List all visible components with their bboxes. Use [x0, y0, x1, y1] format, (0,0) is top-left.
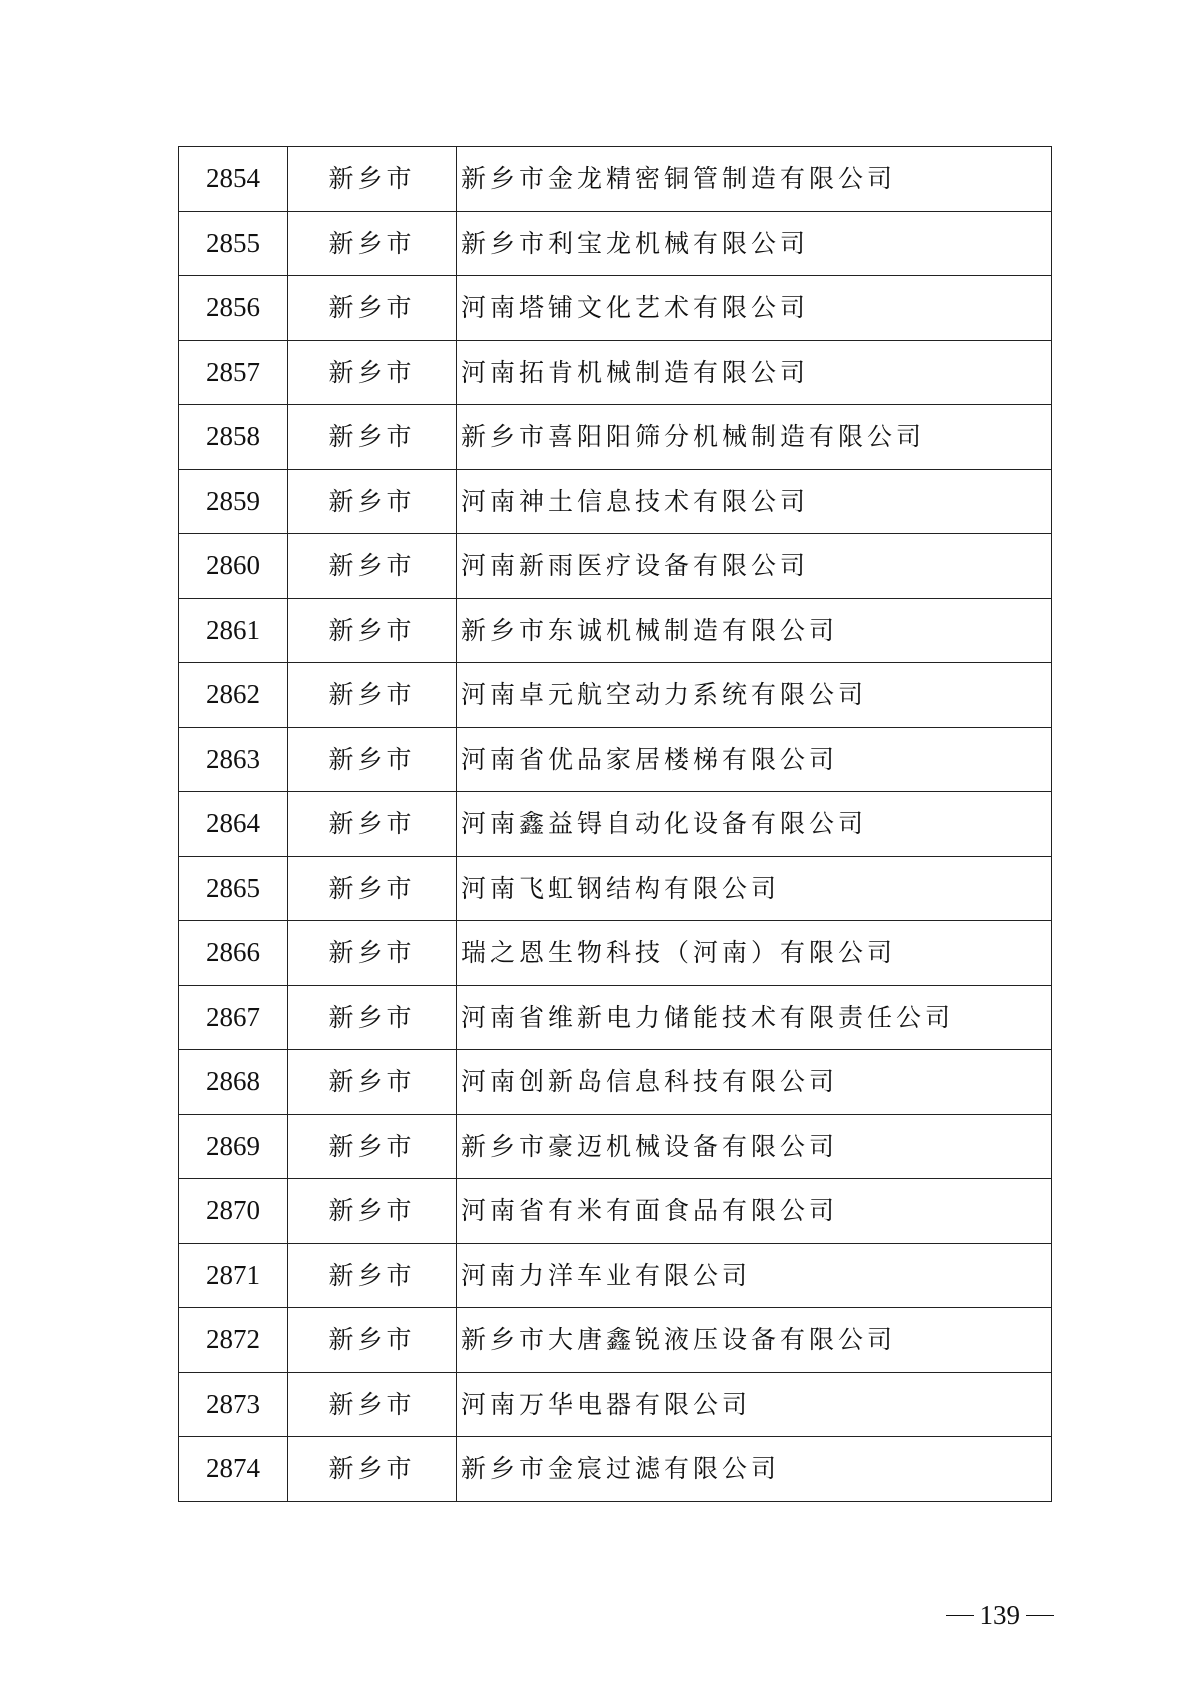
table-row: [179, 727, 1052, 792]
table-row: [179, 792, 1052, 857]
city-cell: 新乡市: [288, 921, 457, 986]
company-name-cell: 河南省优品家居楼梯有限公司: [457, 727, 1052, 792]
company-name-cell: 新乡市豪迈机械设备有限公司: [457, 1114, 1052, 1179]
table-row: [179, 1179, 1052, 1244]
company-name-cell: 河南力洋车业有限公司: [457, 1243, 1052, 1308]
company-name-cell: 河南神土信息技术有限公司: [457, 469, 1052, 534]
table-row: [179, 1243, 1052, 1308]
row-number-cell: 2859: [179, 469, 288, 534]
row-number-cell: 2873: [179, 1372, 288, 1437]
table-row: [179, 340, 1052, 405]
city-cell: 新乡市: [288, 792, 457, 857]
city-cell: 新乡市: [288, 598, 457, 663]
city-cell: 新乡市: [288, 147, 457, 212]
company-list-table: [178, 146, 1052, 1502]
table-row: [179, 405, 1052, 470]
city-cell: 新乡市: [288, 663, 457, 728]
table-row: [179, 598, 1052, 663]
city-cell: 新乡市: [288, 1308, 457, 1373]
city-cell: 新乡市: [288, 469, 457, 534]
company-name-cell: 新乡市金宸过滤有限公司: [457, 1437, 1052, 1502]
company-name-cell: 河南塔铺文化艺术有限公司: [457, 276, 1052, 341]
company-name-cell: 河南新雨医疗设备有限公司: [457, 534, 1052, 599]
city-cell: 新乡市: [288, 211, 457, 276]
row-number-cell: 2871: [179, 1243, 288, 1308]
row-number-cell: 2866: [179, 921, 288, 986]
company-name-cell: 新乡市东诚机械制造有限公司: [457, 598, 1052, 663]
company-name-cell: 河南万华电器有限公司: [457, 1372, 1052, 1437]
row-number-cell: 2856: [179, 276, 288, 341]
company-name-cell: 新乡市大唐鑫锐液压设备有限公司: [457, 1308, 1052, 1373]
company-name-cell: 河南省维新电力储能技术有限责任公司: [457, 985, 1052, 1050]
city-cell: 新乡市: [288, 1243, 457, 1308]
table-row: [179, 211, 1052, 276]
row-number-cell: 2855: [179, 211, 288, 276]
table-row: [179, 663, 1052, 728]
table-row: [179, 469, 1052, 534]
city-cell: 新乡市: [288, 1437, 457, 1502]
table-row: [179, 1372, 1052, 1437]
company-name-cell: 河南鑫益锝自动化设备有限公司: [457, 792, 1052, 857]
city-cell: 新乡市: [288, 1114, 457, 1179]
row-number-cell: 2862: [179, 663, 288, 728]
page-number-left-dash: [946, 1615, 974, 1617]
company-name-cell: 河南卓元航空动力系统有限公司: [457, 663, 1052, 728]
row-number-cell: 2872: [179, 1308, 288, 1373]
city-cell: 新乡市: [288, 1372, 457, 1437]
row-number-cell: 2864: [179, 792, 288, 857]
city-cell: 新乡市: [288, 727, 457, 792]
table-row: [179, 147, 1052, 212]
city-cell: 新乡市: [288, 276, 457, 341]
row-number-cell: 2857: [179, 340, 288, 405]
table-row: [179, 276, 1052, 341]
table-row: [179, 1437, 1052, 1502]
company-name-cell: 新乡市利宝龙机械有限公司: [457, 211, 1052, 276]
city-cell: 新乡市: [288, 856, 457, 921]
row-number-cell: 2870: [179, 1179, 288, 1244]
row-number-cell: 2868: [179, 1050, 288, 1115]
table-row: [179, 1114, 1052, 1179]
page-number-value: 139: [979, 1600, 1020, 1630]
row-number-cell: 2874: [179, 1437, 288, 1502]
row-number-cell: 2869: [179, 1114, 288, 1179]
row-number-cell: 2858: [179, 405, 288, 470]
page-number-right-dash: [1026, 1615, 1054, 1617]
row-number-cell: 2860: [179, 534, 288, 599]
company-name-cell: 河南拓肯机械制造有限公司: [457, 340, 1052, 405]
table-row: [179, 985, 1052, 1050]
page-number: [946, 1600, 1055, 1631]
city-cell: 新乡市: [288, 1179, 457, 1244]
company-name-cell: 新乡市金龙精密铜管制造有限公司: [457, 147, 1052, 212]
company-name-cell: 河南飞虹钢结构有限公司: [457, 856, 1052, 921]
company-name-cell: 瑞之恩生物科技（河南）有限公司: [457, 921, 1052, 986]
company-name-cell: 河南省有米有面食品有限公司: [457, 1179, 1052, 1244]
row-number-cell: 2854: [179, 147, 288, 212]
table-row: [179, 921, 1052, 986]
city-cell: 新乡市: [288, 985, 457, 1050]
row-number-cell: 2861: [179, 598, 288, 663]
row-number-cell: 2863: [179, 727, 288, 792]
company-name-cell: 新乡市喜阳阳筛分机械制造有限公司: [457, 405, 1052, 470]
city-cell: 新乡市: [288, 340, 457, 405]
row-number-cell: 2865: [179, 856, 288, 921]
table-row: [179, 856, 1052, 921]
city-cell: 新乡市: [288, 1050, 457, 1115]
company-name-cell: 河南创新岛信息科技有限公司: [457, 1050, 1052, 1115]
city-cell: 新乡市: [288, 534, 457, 599]
table-row: [179, 1050, 1052, 1115]
row-number-cell: 2867: [179, 985, 288, 1050]
city-cell: 新乡市: [288, 405, 457, 470]
table-body: [179, 147, 1052, 1502]
table-row: [179, 534, 1052, 599]
table-row: [179, 1308, 1052, 1373]
